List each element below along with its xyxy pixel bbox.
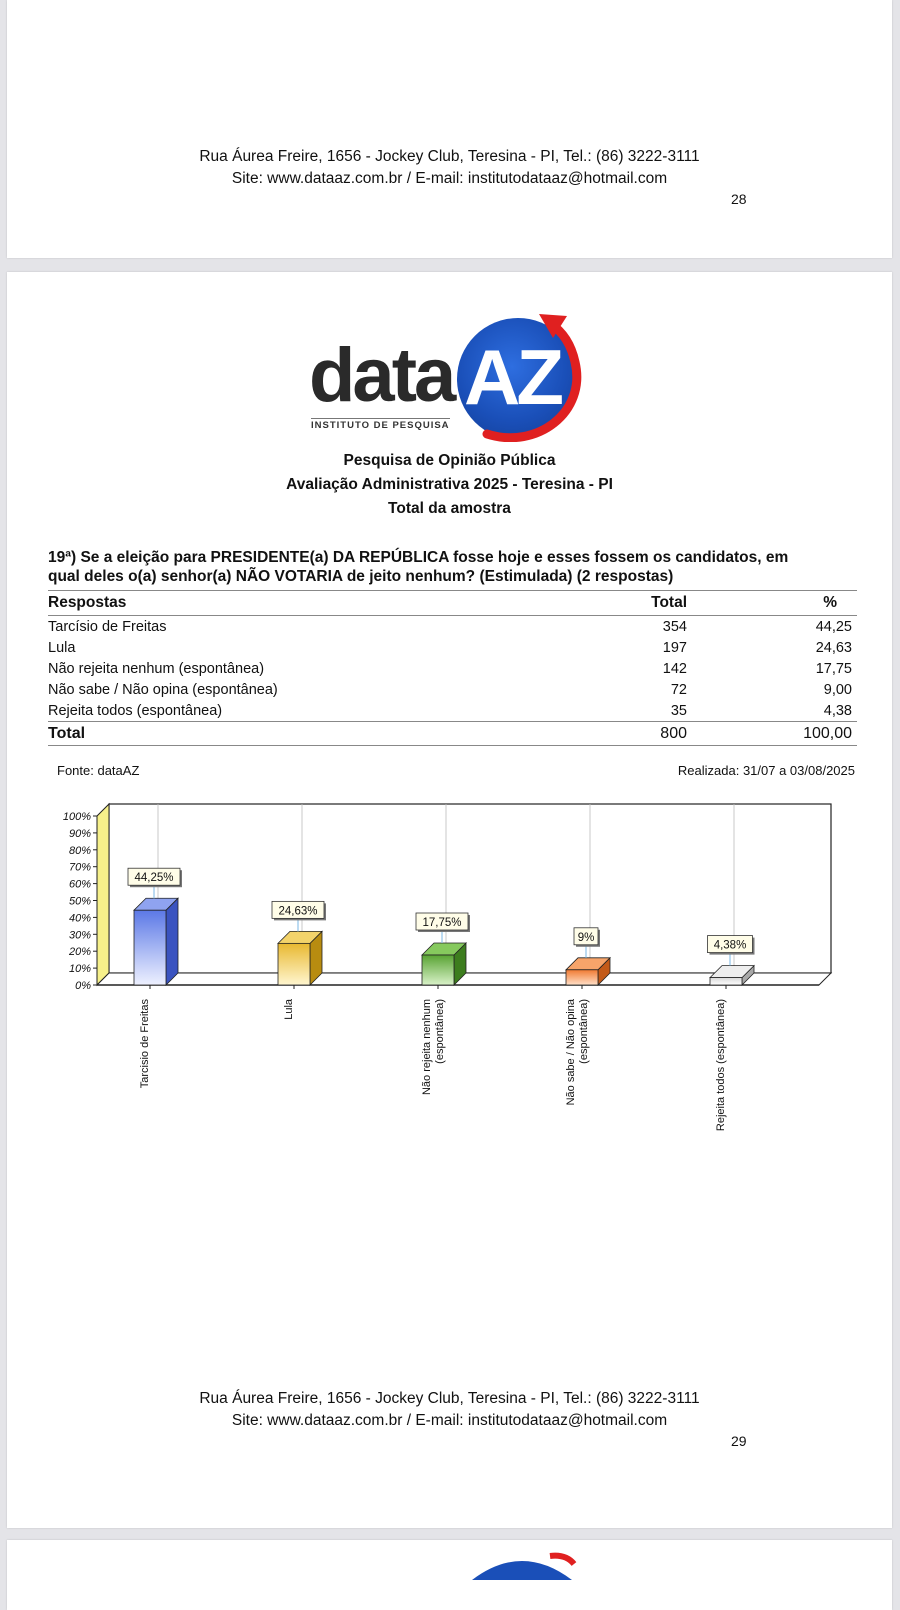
row-label: Lula bbox=[48, 639, 76, 656]
table-header-row bbox=[48, 591, 857, 616]
dataaz-logo bbox=[307, 314, 597, 452]
category-label: Lula bbox=[283, 999, 295, 1020]
category-label: (espontânea) bbox=[578, 999, 590, 1064]
logo-subtitle: INSTITUTO DE PESQUISA bbox=[311, 420, 450, 431]
table-row bbox=[48, 679, 857, 700]
bar bbox=[566, 970, 598, 985]
data-label: 24,63% bbox=[278, 905, 318, 918]
footer-address: Rua Áurea Freire, 1656 - Jockey Club, Teresina - PI, Tel.: (86) 3222-3111 bbox=[199, 1390, 700, 1407]
data-label: 17,75% bbox=[422, 917, 462, 930]
y-tick-label: 100% bbox=[62, 811, 91, 823]
row-label: Não rejeita nenhum (espontânea) bbox=[48, 660, 265, 677]
chart-left-wall bbox=[97, 804, 109, 985]
category-label: Não rejeita nenhum bbox=[421, 999, 433, 1096]
bar bbox=[134, 910, 166, 985]
logo-az: AZ bbox=[464, 333, 560, 421]
question-line-1: 19ª) Se a eleição para PRESIDENTE(a) DA REPÚBLICA fosse hoje e esses fossem os candidatos, em bbox=[48, 549, 789, 566]
results-table bbox=[48, 590, 857, 746]
category-label: Não sabe / Não opina bbox=[565, 999, 577, 1106]
total-percent: 100,00 bbox=[687, 722, 857, 746]
row-label: Tarcísio de Freitas bbox=[48, 618, 167, 635]
date-note: Realizada: 31/07 a 03/08/2025 bbox=[677, 763, 855, 778]
data-label: 4,38% bbox=[713, 939, 747, 952]
row-percent: 44,25 bbox=[815, 618, 852, 635]
table-row bbox=[48, 658, 857, 679]
total-label: Total bbox=[48, 722, 567, 746]
row-percent: 9,00 bbox=[823, 681, 852, 698]
row-total: 197 bbox=[662, 639, 687, 656]
header-percent: % bbox=[687, 591, 857, 616]
table-row bbox=[48, 700, 857, 722]
next-page-logo-icon bbox=[462, 1550, 592, 1580]
row-total: 142 bbox=[662, 660, 687, 677]
heading-3: Total da amostra bbox=[388, 500, 511, 517]
heading-2: Avaliação Administrativa 2025 - Teresina - PI bbox=[286, 476, 613, 493]
footer-site: Site: www.dataaz.com.br / E-mail: institutodataaz@hotmail.com bbox=[231, 170, 668, 187]
y-tick-label: 50% bbox=[68, 895, 91, 908]
y-tick-label: 20% bbox=[68, 946, 91, 959]
header-respostas: Respostas bbox=[48, 591, 567, 616]
bar bbox=[710, 978, 742, 985]
footer-site: Site: www.dataaz.com.br / E-mail: institutodataaz@hotmail.com bbox=[231, 1412, 668, 1429]
header-total: Total bbox=[567, 591, 687, 616]
table-row bbox=[48, 616, 857, 638]
page-number: 29 bbox=[731, 1433, 747, 1449]
row-total: 72 bbox=[670, 681, 687, 698]
y-tick-label: 80% bbox=[68, 844, 91, 857]
heading-1: Pesquisa de Opinião Pública bbox=[343, 452, 556, 469]
row-total: 354 bbox=[662, 618, 687, 635]
row-total: 35 bbox=[670, 702, 687, 719]
row-label: Não sabe / Não opina (espontânea) bbox=[48, 681, 278, 698]
y-tick-label: 0% bbox=[75, 980, 91, 992]
y-tick-label: 10% bbox=[68, 963, 91, 976]
question-line-2: qual deles o(a) senhor(a) NÃO VOTARIA de jeito nenhum? (Estimulada) (2 respostas) bbox=[48, 568, 674, 585]
category-label: Tarcisio de Freitas bbox=[139, 999, 151, 1089]
row-percent: 17,75 bbox=[815, 660, 852, 677]
row-percent: 24,63 bbox=[815, 639, 852, 656]
source-note: Fonte: dataAZ bbox=[57, 763, 140, 778]
bar bbox=[278, 943, 310, 985]
footer-address: Rua Áurea Freire, 1656 - Jockey Club, Teresina - PI, Tel.: (86) 3222-3111 bbox=[199, 148, 700, 165]
table-total-row bbox=[48, 722, 857, 746]
table-row bbox=[48, 637, 857, 658]
y-tick-label: 40% bbox=[68, 912, 91, 925]
data-label: 44,25% bbox=[134, 872, 174, 885]
current-page bbox=[7, 272, 892, 1528]
row-label: Rejeita todos (espontânea) bbox=[48, 702, 223, 719]
y-tick-label: 90% bbox=[68, 827, 91, 840]
data-label: 9% bbox=[577, 931, 595, 944]
question-text bbox=[48, 548, 848, 586]
row-percent: 4,38 bbox=[823, 702, 852, 719]
total-count: 800 bbox=[567, 722, 687, 746]
category-label: Rejeita todos (espontânea) bbox=[715, 999, 727, 1132]
bar-side bbox=[166, 898, 178, 985]
category-label: (espontânea) bbox=[434, 999, 446, 1064]
logo-word: data bbox=[309, 333, 454, 418]
bar-chart bbox=[47, 800, 867, 1180]
previous-page bbox=[7, 0, 892, 258]
bar bbox=[422, 955, 454, 985]
y-tick-label: 30% bbox=[68, 929, 91, 942]
page-number: 28 bbox=[731, 191, 747, 207]
y-tick-label: 70% bbox=[68, 861, 91, 874]
y-tick-label: 60% bbox=[68, 878, 91, 891]
